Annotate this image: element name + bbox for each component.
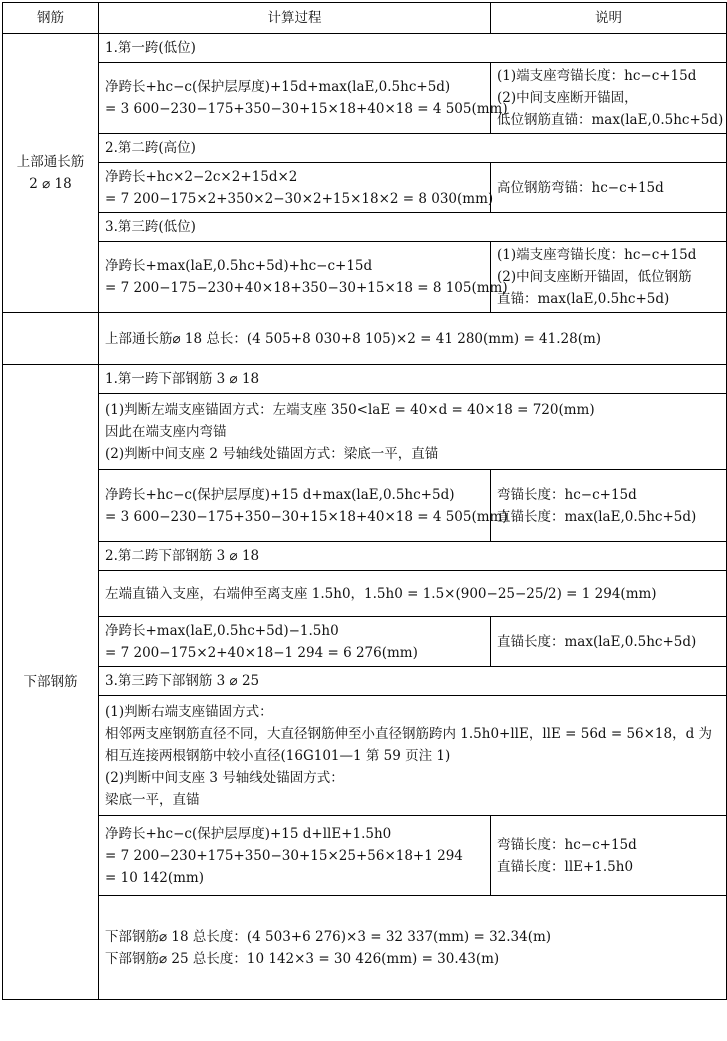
upper-span2-title: 2.第二跨(高位) (99, 134, 727, 163)
upper-total-label-cell (3, 313, 99, 365)
lower-span3-title: 3.第三跨下部钢筋 3 ⌀ 25 (99, 667, 727, 696)
lower-span1-calc: 净跨长+hc−c(保护层厚度)+15 d+max(laE,0.5hc+5d) = 3 600−230−175+350−30+15×18+40×18 = 4 505(mm) (99, 470, 491, 542)
rebar-calculation-table (2, 2, 727, 1000)
header-notes: 说明 (491, 3, 727, 34)
lower-span2-title: 2.第二跨下部钢筋 3 ⌀ 18 (99, 542, 727, 571)
upper-rebar-label: 上部通长筋 2 ⌀ 18 (3, 34, 99, 313)
lower-rebar-label: 下部钢筋 (3, 365, 99, 1000)
lower-span1-note: 弯锚长度：hc−c+15d 直锚长度：max(laE,0.5hc+5d) (491, 470, 727, 542)
upper-span2-calc: 净跨长+hc×2−2c×2+15d×2 = 7 200−175×2+350×2−30×2+15×18×2 = 8 030(mm) (99, 163, 491, 213)
lower-span1-judgement: (1)判断左端支座锚固方式：左端支座 350<laE = 40×d = 40×18 = 720(mm) 因此在端支座内弯锚 (2)判断中间支座 2 号轴线处锚固方式：梁底一平，直锚 (99, 394, 727, 470)
lower-span3-judgement: (1)判断右端支座锚固方式： 相邻两支座钢筋直径不同，大直径钢筋伸至小直径钢筋跨内 1.5h0+llE，llE = 56d = 56×18，d 为相互连接两根钢筋中较小直径(16G101—1 第 59 页注 1) (2)判断中间支座 3 号轴线处锚固方式： 梁底一平，直锚 (99, 696, 727, 816)
header-calculation: 计算过程 (99, 3, 491, 34)
upper-span2-note: 高位钢筋弯锚：hc−c+15d (491, 163, 727, 213)
lower-span3-note: 弯锚长度：hc−c+15d 直锚长度：llE+1.5h0 (491, 816, 727, 896)
lower-span1-title: 1.第一跨下部钢筋 3 ⌀ 18 (99, 365, 727, 394)
upper-span3-calc: 净跨长+max(laE,0.5hc+5d)+hc−c+15d = 7 200−175−230+40×18+350−30+15×18 = 8 105(mm) (99, 242, 491, 313)
lower-totals: 下部钢筋⌀ 18 总长度：(4 503+6 276)×3 = 32 337(mm) = 32.34(m) 下部钢筋⌀ 25 总长度：10 142×3 = 30 426(mm) = 30.43(m) (99, 896, 727, 1000)
upper-span3-note: (1)端支座弯锚长度：hc−c+15d (2)中间支座断开锚固，低位钢筋 直锚：max(laE,0.5hc+5d) (491, 242, 727, 313)
lower-span2-note: 直锚长度：max(laE,0.5hc+5d) (491, 617, 727, 667)
upper-total: 上部通长筋⌀ 18 总长：(4 505+8 030+8 105)×2 = 41 280(mm) = 41.28(m) (99, 313, 727, 365)
lower-span3-calc: 净跨长+hc−c(保护层厚度)+15 d+llE+1.5h0 = 7 200−230+175+350−30+15×25+56×18+1 294 = 10 142(mm) (99, 816, 491, 896)
header-rebar: 钢筋 (3, 3, 99, 34)
lower-span2-judgement: 左端直锚入支座，右端伸至离支座 1.5h0，1.5h0 = 1.5×(900−25−25/2) = 1 294(mm) (99, 571, 727, 617)
header-row (3, 3, 727, 34)
upper-span1-calc: 净跨长+hc−c(保护层厚度)+15d+max(laE,0.5hc+5d) = 3 600−230−175+350−30+15×18+40×18 = 4 505(mm) (99, 63, 491, 134)
upper-span1-title: 1.第一跨(低位) (99, 34, 727, 63)
upper-span1-note: (1)端支座弯锚长度：hc−c+15d (2)中间支座断开锚固， 低位钢筋直锚：max(laE,0.5hc+5d) (491, 63, 727, 134)
upper-span3-title: 3.第三跨(低位) (99, 213, 727, 242)
lower-span2-calc: 净跨长+max(laE,0.5hc+5d)−1.5h0 = 7 200−175×2+40×18−1 294 = 6 276(mm) (99, 617, 491, 667)
